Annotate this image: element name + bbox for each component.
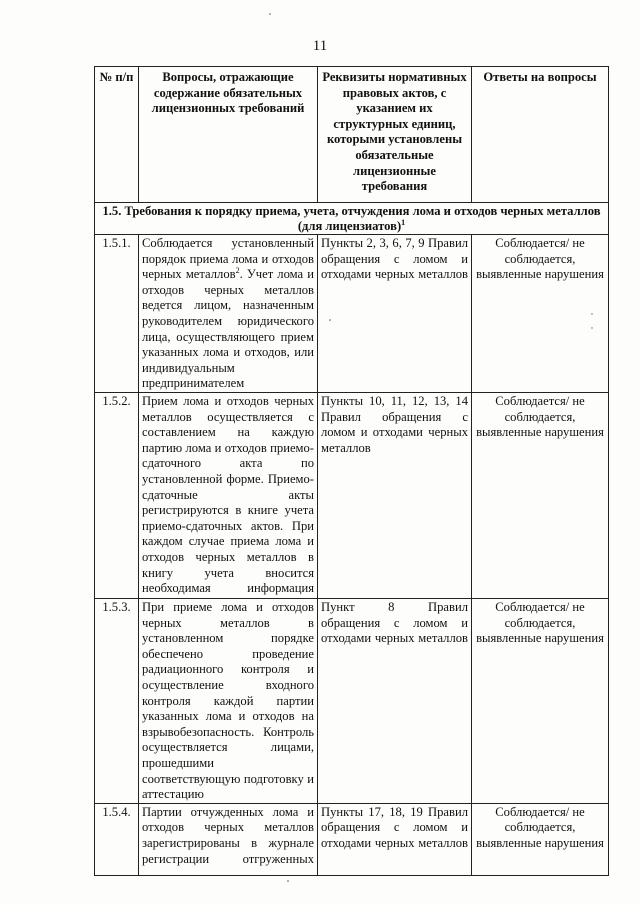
row-number: 1.5.2. xyxy=(95,393,139,599)
section-row xyxy=(95,203,609,235)
row-question-text: Соблюдается установленный порядок приема лома и отходов черных металлов xyxy=(142,236,314,282)
table-row xyxy=(95,803,609,875)
row-answer: Соблюдается/ не соблюдается, выявленные нарушения xyxy=(472,803,609,875)
row-question: Прием лома и отходов черных металлов осуществляется с составлением на каждую партию лома и отходов приемо-сдаточного акта по установленной форме. Приемо-сдаточные акты регистрируются в книге учета приемо-сдаточных актов. При каждом случае приема лома и отходов черных металлов в книгу учета вносится необходимая информация xyxy=(139,393,318,599)
row-requisites: Пункт 8 Правил обращения с ломом и отходами черных металлов xyxy=(318,599,472,804)
page-number: 11 xyxy=(312,38,328,54)
section-title xyxy=(95,203,609,235)
table-row xyxy=(95,235,609,393)
row-requisites: Пункты 10, 11, 12, 13, 14 Правил обращения с ломом и отходами черных металлов xyxy=(318,393,472,599)
license-requirements-table xyxy=(94,66,609,876)
row-number: 1.5.4. xyxy=(95,803,139,875)
header-question: Вопросы, отражающие содержание обязательных лицензионных требований xyxy=(139,67,318,203)
header-requisites: Реквизиты нормативных правовых актов, с указанием их структурных единиц, которыми установлены обязательные лицензионные требования xyxy=(318,67,472,203)
row-question: При приеме лома и отходов черных металлов в установленном порядке обеспечено проведение радиационного контроля и осуществление входного контроля каждой партии указанных лома и отходов на взрывобезопасность. Контроль осуществляется лицами, прошедшими соответствующую подготовку и аттестацию xyxy=(139,599,318,804)
row-question xyxy=(139,235,318,393)
header-num: № п/п xyxy=(95,67,139,203)
section-title-text: 1.5. Требования к порядку приема, учета, отчуждения лома и отходов черных металлов (для лицензиатов) xyxy=(102,204,601,233)
table-row xyxy=(95,599,609,804)
table-header-row xyxy=(95,67,609,203)
row-question: Партии отчужденных лома и отходов черных металлов зарегистрированы в журнале регистрации отгруженных xyxy=(139,803,318,875)
row-answer: Соблюдается/ не соблюдается, выявленные нарушения xyxy=(472,235,609,393)
row-number: 1.5.3. xyxy=(95,599,139,804)
footnote-mark: 2 xyxy=(235,266,240,275)
header-answers: Ответы на вопросы xyxy=(472,67,609,203)
row-requisites: Пункты 2, 3, 6, 7, 9 Правил обращения с ломом и отходами черных металлов xyxy=(318,235,472,393)
section-footnote-mark: 1 xyxy=(401,217,406,227)
row-requisites: Пункты 17, 18, 19 Правил обращения с ломом и отходами черных металлов xyxy=(318,803,472,875)
row-question-text-cont: . Учет лома и отходов черных металлов ведется лицом, назначенным руководителем юридического лица, осуществляющего прием указанных лома и отходов, или индивидуальным предпринимателем xyxy=(142,267,314,391)
table-row xyxy=(95,393,609,599)
row-number: 1.5.1. xyxy=(95,235,139,393)
row-answer: Соблюдается/ не соблюдается, выявленные нарушения xyxy=(472,393,609,599)
row-answer: Соблюдается/ не соблюдается, выявленные нарушения xyxy=(472,599,609,804)
